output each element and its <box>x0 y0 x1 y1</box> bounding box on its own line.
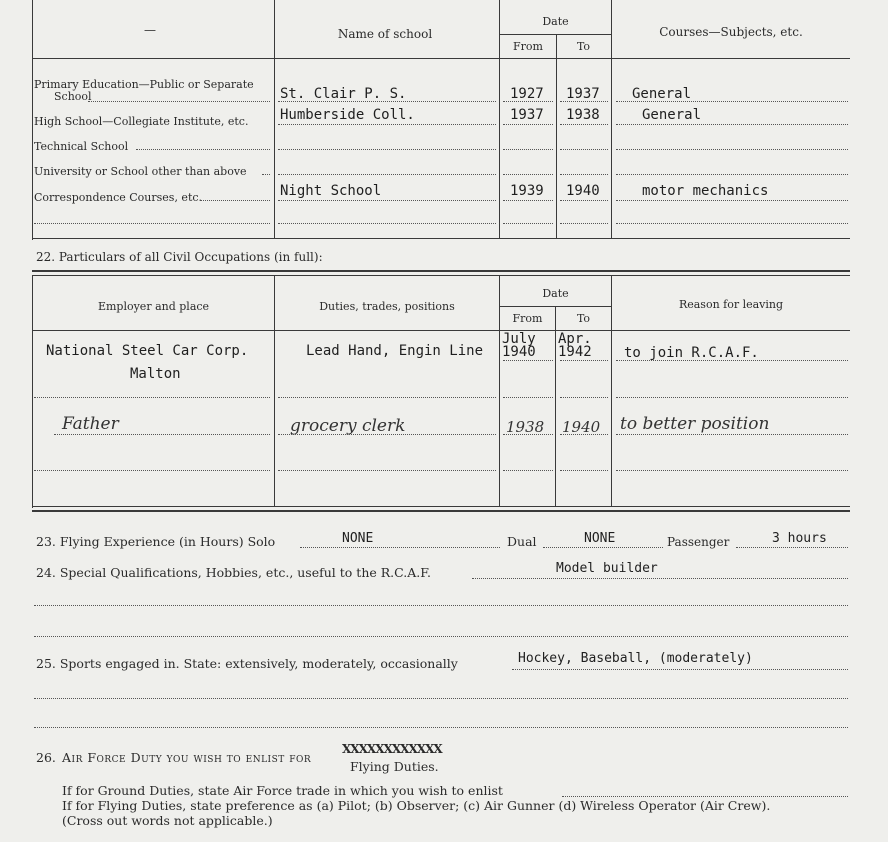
occupation-dotted-line <box>616 434 848 435</box>
occupation-dotted-line <box>34 397 270 398</box>
education-dotted-line <box>560 223 608 224</box>
occupations-col-divider-3 <box>555 306 556 506</box>
education-header-to: To <box>576 40 591 53</box>
q26-struck-text: XXXXXXXXXXXX <box>342 742 442 756</box>
education-row-label-cont: School <box>54 90 92 103</box>
education-date-subline <box>499 34 611 35</box>
education-dotted-line <box>88 101 270 102</box>
education-dotted-line <box>200 200 270 201</box>
q23-dual-line <box>543 547 663 548</box>
occupation-dotted-line <box>34 470 270 471</box>
occupation-reason: to better position <box>620 414 770 434</box>
occupation-dotted-line <box>503 434 553 435</box>
education-row-label: Correspondence Courses, etc. <box>34 191 203 204</box>
q26-number: 26. <box>36 750 56 765</box>
education-header-date: Date <box>542 15 569 28</box>
occupation-to: Apr. <box>558 331 592 347</box>
education-dotted-line <box>503 149 553 150</box>
occupation-to: 1940 <box>562 418 601 436</box>
education-school-value: Night School <box>280 183 382 199</box>
q25-extra-line <box>34 698 848 699</box>
occupation-to-year: 1942 <box>558 344 592 360</box>
occupation-from-year: 1940 <box>502 344 536 360</box>
occupations-header-duties: Duties, trades, positions <box>319 300 455 313</box>
education-row-label: Technical School <box>34 140 129 153</box>
education-header-bottom <box>32 58 850 59</box>
q24-value: Model builder <box>556 561 658 576</box>
education-dotted-line <box>560 174 608 175</box>
q23-solo-value: NONE <box>342 531 374 546</box>
occupations-header-date: Date <box>542 287 569 300</box>
occupation-employer: Father <box>62 414 119 434</box>
education-dotted-line <box>278 200 496 201</box>
q25-line <box>512 669 848 670</box>
education-table-left-border <box>32 0 33 240</box>
occupation-duties: Lead Hand, Engin Line <box>306 343 484 359</box>
education-from-value: 1939 <box>510 183 544 199</box>
education-from-value: 1937 <box>510 107 544 123</box>
occupation-employer: National Steel Car Corp. <box>46 343 249 359</box>
occupation-dotted-line <box>54 434 270 435</box>
occupation-dotted-line <box>503 360 553 361</box>
education-header-courses: Courses—Subjects, etc. <box>659 25 803 39</box>
q24-extra-line <box>34 636 848 637</box>
education-col-divider-2 <box>499 0 500 238</box>
education-course-value: General <box>642 107 702 123</box>
q24-extra-line <box>34 605 848 606</box>
education-dotted-line <box>560 200 608 201</box>
occupations-col-divider-2 <box>499 276 500 506</box>
occupation-dotted-line <box>560 360 608 361</box>
occupation-from: July <box>502 331 536 347</box>
occupation-dotted-line <box>278 434 496 435</box>
occupations-header-bottom <box>32 330 850 331</box>
occupation-from: 1938 <box>506 418 545 436</box>
q25-extra-line <box>34 727 848 728</box>
q26-flying-duties: If for Flying Duties, state preference as (a) Pilot; (b) Observer; (c) Air Gunner (d) Wireless Operator (Air Crew). <box>62 798 771 813</box>
education-school-value: St. Clair P. S. <box>280 86 407 102</box>
education-from-value: 1927 <box>510 86 544 102</box>
occupations-header-to: To <box>576 312 591 325</box>
q24-label: 24. Special Qualifications, Hobbies, etc., useful to the R.C.A.F. <box>36 565 431 580</box>
education-dotted-line <box>278 223 496 224</box>
education-dotted-line <box>34 223 270 224</box>
occupation-dotted-line <box>616 360 848 361</box>
occupations-top-rule-2 <box>32 275 850 276</box>
occupations-header-from: From <box>512 312 543 325</box>
education-dotted-line <box>503 223 553 224</box>
education-dotted-line <box>503 200 553 201</box>
occupation-employer-place: Malton <box>130 366 181 382</box>
occupation-dotted-line <box>278 470 496 471</box>
q23-passenger-label: Passenger <box>667 535 730 549</box>
q23-solo-line <box>300 547 500 548</box>
q26-cross-out-note: (Cross out words not applicable.) <box>62 813 273 828</box>
occupations-bottom-rule-2 <box>32 510 850 512</box>
education-dotted-line <box>278 174 496 175</box>
q23-passenger-value: 3 hours <box>772 531 827 546</box>
occupation-reason: to join R.C.A.F. <box>624 345 759 361</box>
education-to-value: 1940 <box>566 183 600 199</box>
education-header-from: From <box>513 40 543 53</box>
q25-label: 25. Sports engaged in. State: extensively, moderately, occasionally <box>36 656 458 671</box>
education-dotted-line <box>278 124 496 125</box>
education-col-divider-3 <box>556 34 557 238</box>
education-dotted-line <box>616 200 848 201</box>
education-dotted-line <box>616 149 848 150</box>
education-table-bottom <box>32 238 850 239</box>
occupation-duties: grocery clerk <box>290 416 406 436</box>
q23-dual-label: Dual <box>507 534 537 549</box>
occupation-dotted-line <box>503 397 553 398</box>
occupations-header-reason: Reason for leaving <box>678 298 784 311</box>
occupation-dotted-line <box>560 434 608 435</box>
education-row-label: Primary Education—Public or Separate <box>34 78 254 91</box>
q26-value: Flying Duties. <box>350 759 439 774</box>
occupation-dotted-line <box>503 470 553 471</box>
education-to-value: 1938 <box>566 107 600 123</box>
education-dotted-line <box>262 174 270 175</box>
education-dotted-line <box>278 149 496 150</box>
occupations-bottom-rule <box>32 506 850 507</box>
education-dotted-line <box>503 174 553 175</box>
q25-value: Hockey, Baseball, (moderately) <box>518 651 753 666</box>
education-dotted-line <box>136 149 270 150</box>
education-dotted-line <box>616 223 848 224</box>
education-dotted-line <box>616 124 848 125</box>
education-col-divider-1 <box>274 0 275 238</box>
education-header-dash: — <box>144 23 156 37</box>
education-header-school: Name of school <box>337 27 433 41</box>
q24-line <box>472 578 848 579</box>
education-dotted-line <box>560 149 608 150</box>
occupations-top-rule <box>32 270 850 272</box>
occupation-dotted-line <box>278 397 496 398</box>
education-course-value: General <box>632 86 692 102</box>
education-row-label: High School—Collegiate Institute, etc. <box>34 115 249 128</box>
q23-label: 23. Flying Experience (in Hours) Solo <box>36 534 276 549</box>
q26-ground-duties: If for Ground Duties, state Air Force trade in which you wish to enlist <box>62 783 503 798</box>
occupations-title: 22. Particulars of all Civil Occupations (in full): <box>36 250 323 264</box>
education-row-label: University or School other than above <box>34 165 247 178</box>
education-course-value: motor mechanics <box>642 183 769 199</box>
occupations-date-subline <box>499 306 611 307</box>
education-dotted-line <box>503 124 553 125</box>
education-to-value: 1937 <box>566 86 600 102</box>
education-school-value: Humberside Coll. <box>280 107 415 123</box>
q26-label: Air Force Duty you wish to enlist for <box>62 750 312 765</box>
occupation-dotted-line <box>560 397 608 398</box>
education-dotted-line <box>616 174 848 175</box>
occupation-dotted-line <box>560 470 608 471</box>
occupations-header-employer: Employer and place <box>97 300 210 313</box>
q23-passenger-line <box>736 547 848 548</box>
q26-ground-line <box>562 796 848 797</box>
occupation-dotted-line <box>616 470 848 471</box>
occupation-dotted-line <box>616 397 848 398</box>
q23-dual-value: NONE <box>584 531 616 546</box>
education-dotted-line <box>560 124 608 125</box>
